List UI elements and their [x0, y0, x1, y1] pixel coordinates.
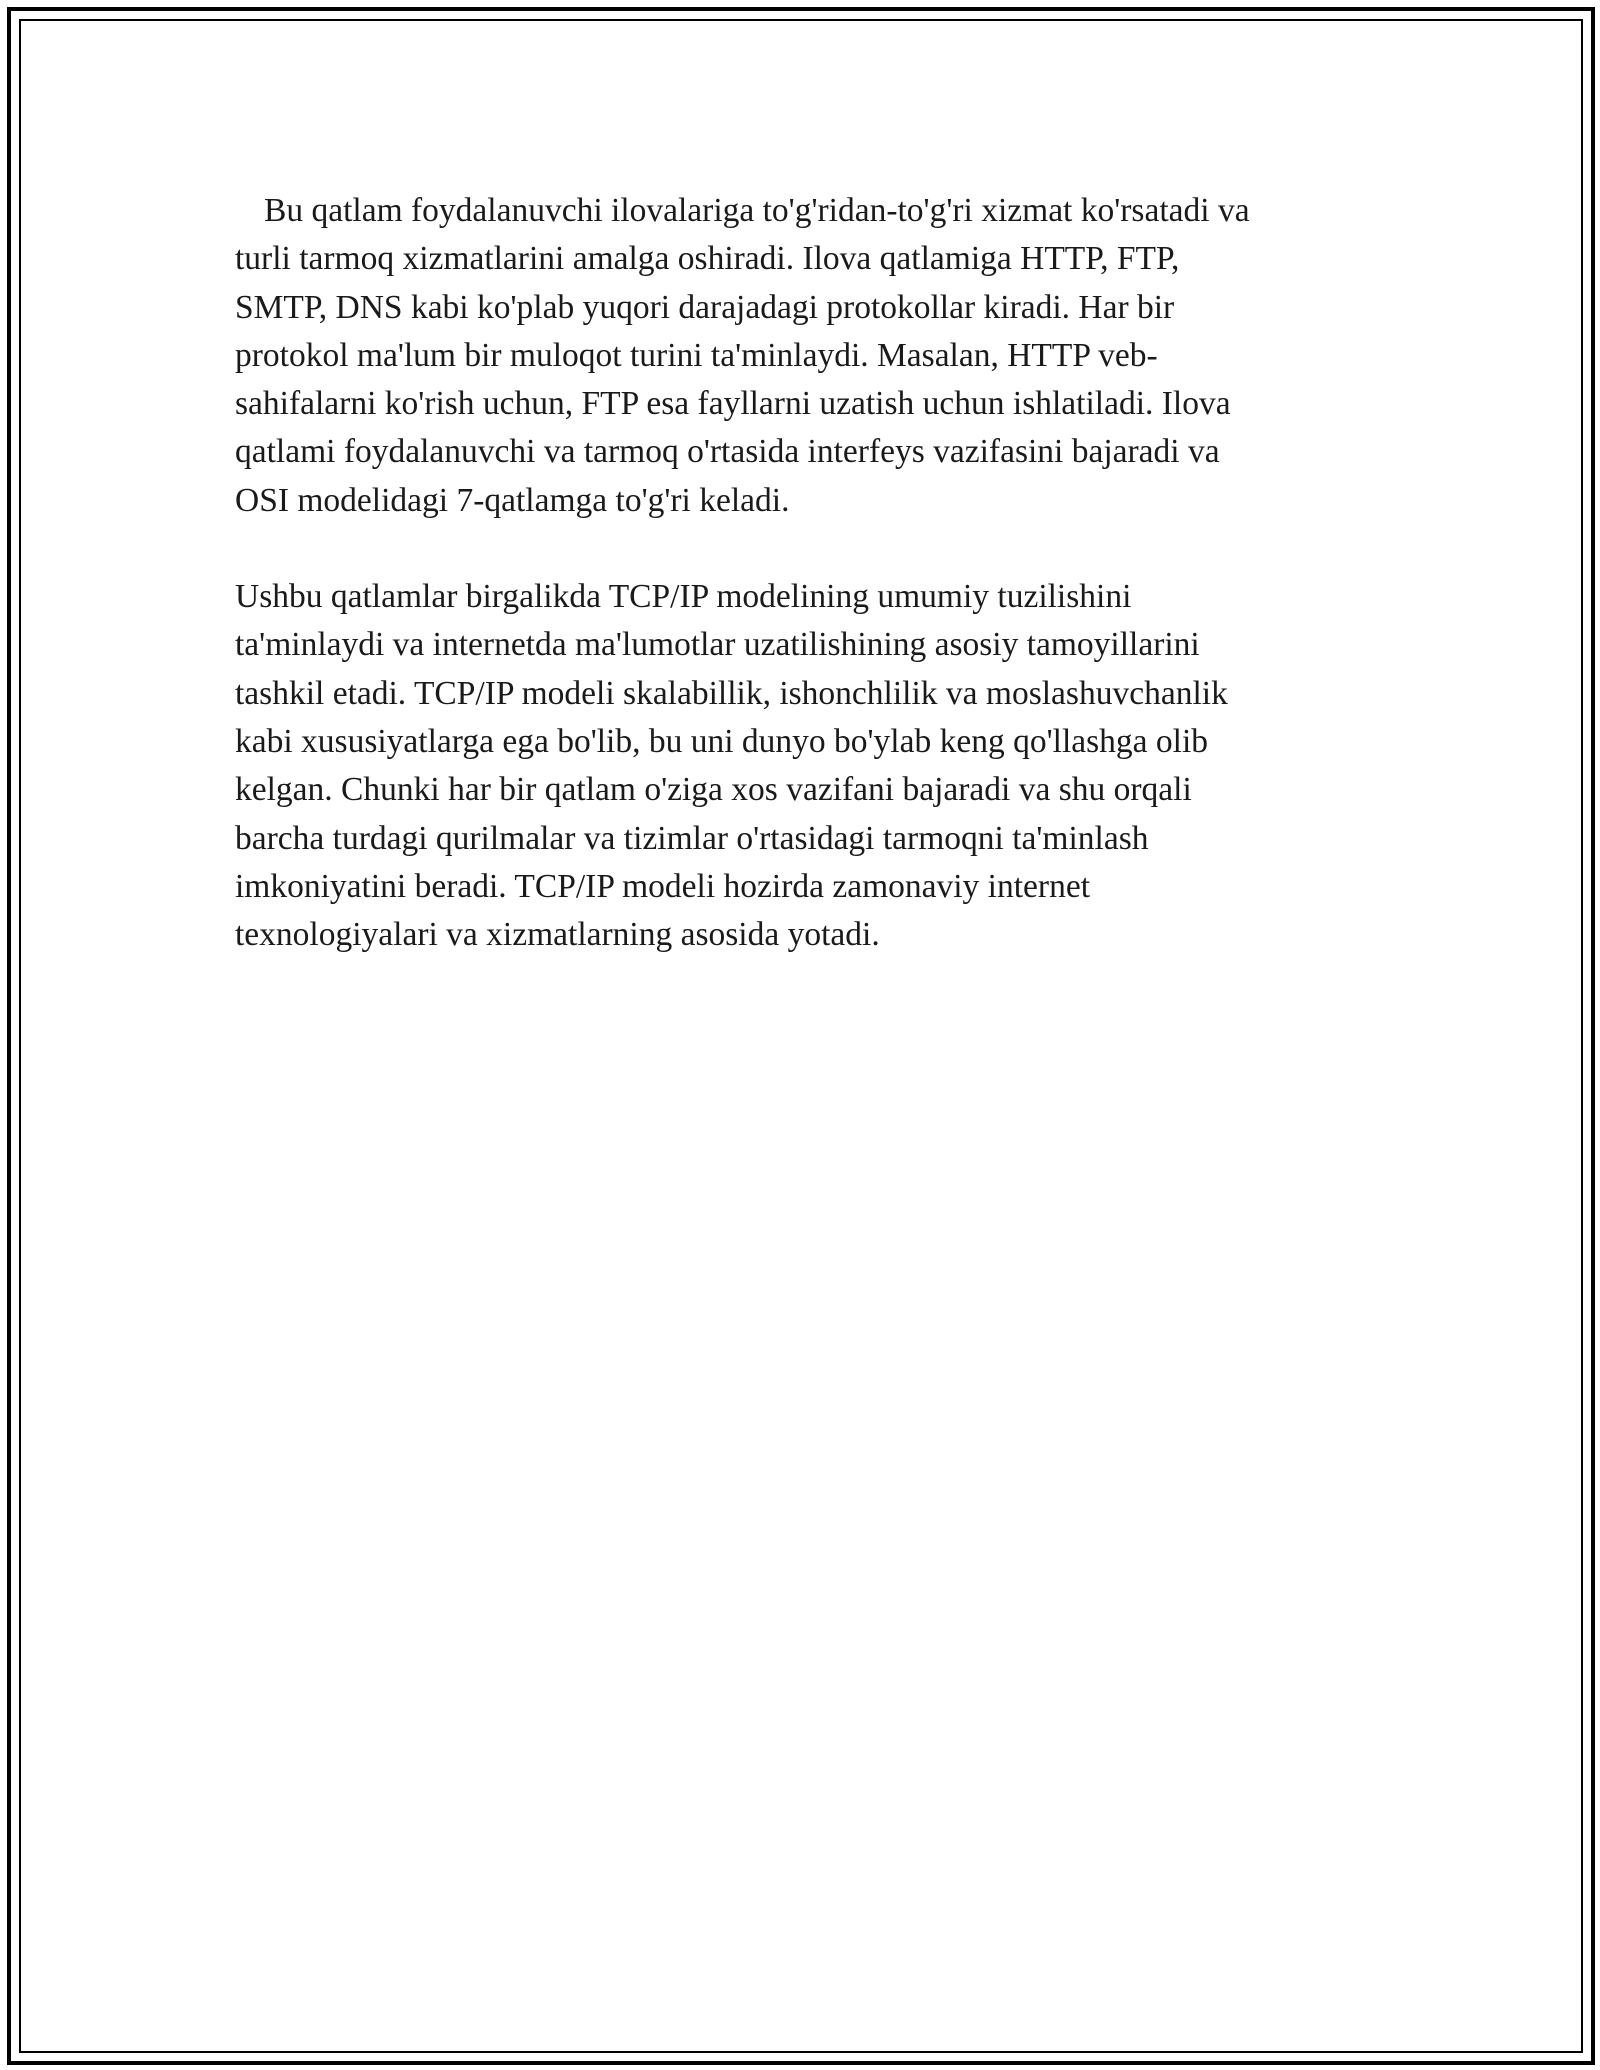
paragraph-line: texnologiyalari va xizmatlarning asosida yotadi. — [235, 916, 880, 954]
paragraph-line: qatlami foydalanuvchi va tarmoq o'rtasida interfeys vazifasini bajaradi va — [235, 433, 1220, 471]
paragraph-line: Bu qatlam foydalanuvchi ilovalariga to'g'ridan-to'g'ri xizmat ko'rsatadi va — [264, 192, 1250, 229]
paragraph-line: OSI modelidagi 7-qatlamga to'g'ri keladi. — [235, 481, 790, 519]
paragraph-line: ta'minlaydi va internetda ma'lumotlar uzatilishining asosiy tamoyillarini — [235, 626, 1200, 664]
paragraph-line: Ushbu qatlamlar birgalikda TCP/IP modelining umumiy tuzilishini — [235, 578, 1132, 616]
paragraph-line: barcha turdagi qurilmalar va tizimlar o'rtasidagi tarmoqni ta'minlash — [235, 819, 1149, 857]
paragraph-application-layer — [235, 187, 1365, 525]
paragraph-line: protokol ma'lum bir muloqot turini ta'minlaydi. Masalan, HTTP veb- — [235, 336, 1158, 374]
paragraph-line: imkoniyatini beradi. TCP/IP modeli hozirda zamonaviy internet — [235, 867, 1091, 905]
paragraph-line: turli tarmoq xizmatlarini amalga oshiradi. Ilova qatlamiga HTTP, FTP, — [235, 240, 1180, 278]
paragraph-line: kabi xususiyatlarga ega bo'lib, bu uni dunyo bo'ylab keng qo'llashga olib — [235, 722, 1209, 760]
paragraph-line: sahifalarni ko'rish uchun, FTP esa fayllarni uzatish uchun ishlatiladi. Ilova — [235, 385, 1231, 423]
paragraph-line: tashkil etadi. TCP/IP modeli skalabillik, ishonchlilik va moslashuvchanlik — [235, 674, 1228, 712]
paragraph-line: kelgan. Chunki har bir qatlam o'ziga xos vazifani bajaradi va shu orqali — [235, 771, 1192, 809]
page-body — [235, 187, 1365, 959]
paragraph-line: SMTP, DNS kabi ko'plab yuqori darajadagi protokollar kiradi. Har bir — [235, 288, 1175, 326]
paragraph-tcpip-summary — [235, 573, 1365, 959]
